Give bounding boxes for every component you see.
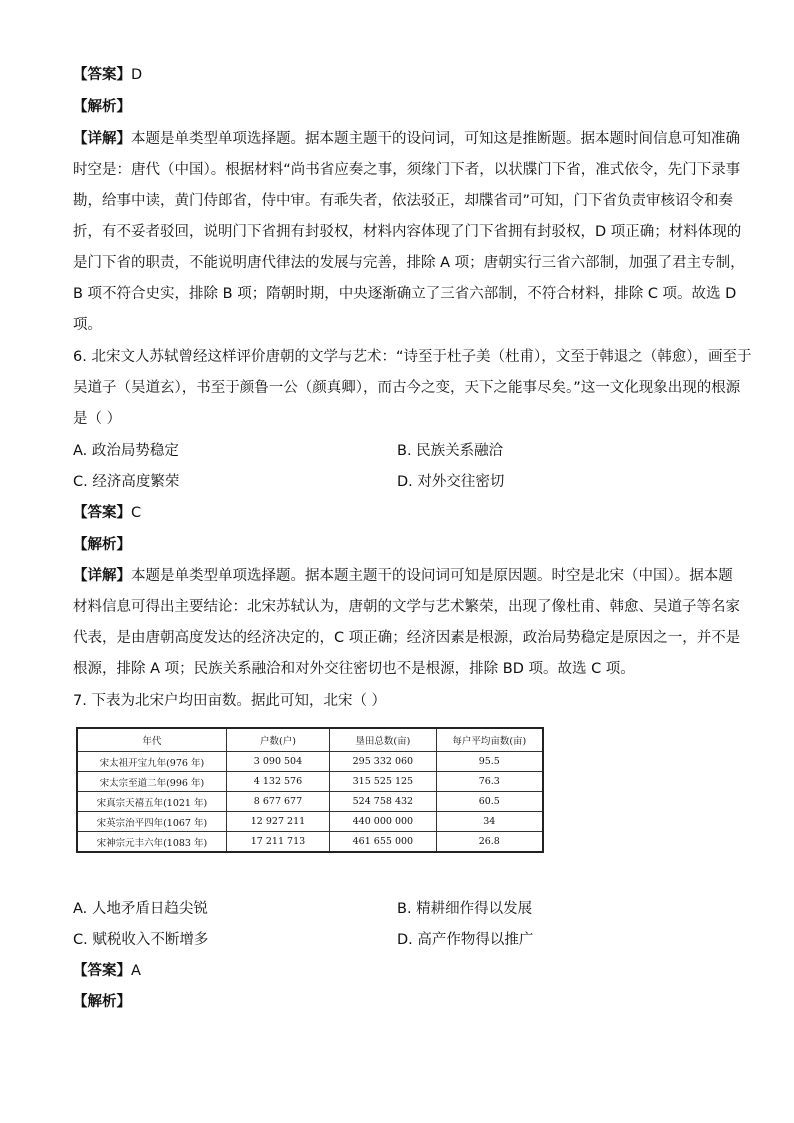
analysis-heading-q7: 【解析】 <box>73 994 131 1010</box>
q7-option-d: D. 高产作物得以推广 <box>397 932 534 948</box>
answer-value: D <box>131 67 143 83</box>
table-header: 每户平均亩数(亩) <box>436 728 543 752</box>
answer-q7 <box>73 961 141 981</box>
q6-stem-line-2: 是（ ） <box>73 411 122 427</box>
detail-q5-line-2: 勘，给事中读，黄门侍郎省，侍中审。有乖失者，依法驳正，却牒省司”可知，门下省负责审核诏令和奏 <box>73 193 734 209</box>
table-header: 年代 <box>77 728 226 752</box>
table-row <box>77 812 543 832</box>
table-cell: 17 211 713 <box>226 832 329 853</box>
q7-stem: 7. 下表为北宋户均田亩数。据此可知，北宋（ ） <box>73 693 387 709</box>
analysis-label: 解析 <box>87 537 117 553</box>
q7-option-b: B. 精耕细作得以发展 <box>397 901 533 917</box>
q6-option-c: C. 经济高度繁荣 <box>73 474 180 490</box>
table-cell: 295 332 060 <box>330 752 436 772</box>
table-header: 户数(户) <box>226 728 329 752</box>
table-row <box>77 772 543 792</box>
analysis-label: 解析 <box>87 994 117 1010</box>
table-cell: 宋太宗至道二年(996 年) <box>77 772 226 792</box>
detail-q6-line-0 <box>73 566 733 586</box>
table-cell: 461 655 000 <box>330 832 436 853</box>
detail-text: 本题是单类型单项选择题。据本题主题干的设问词可知是原因题。时空是北宋（中国）。据本题 <box>131 568 733 584</box>
table-cell: 76.3 <box>436 772 543 792</box>
table-cell: 8 677 677 <box>226 792 329 812</box>
detail-q5-line-4: 是门下省的职责，不能说明唐代律法的发展与完善，排除 A 项；唐朝实行三省六部制，加强了君主专制， <box>73 255 745 271</box>
table-cell: 宋英宗治平四年(1067 年) <box>77 812 226 832</box>
analysis-label: 解析 <box>87 99 117 115</box>
detail-q5-line-5: B 项不符合史实，排除 B 项；隋朝时期，中央逐渐确立了三省六部制，不符合材料，排除 C 项。故选 D <box>73 286 737 302</box>
table-cell: 12 927 211 <box>226 812 329 832</box>
detail-text: 本题是单类型单项选择题。据本题主题干的设问词，可知这是推断题。据本题时间信息可知准确 <box>131 131 740 147</box>
table-cell: 95.5 <box>436 752 543 772</box>
answer-label: 【答案】 <box>73 67 131 83</box>
table-cell: 524 758 432 <box>330 792 436 812</box>
table-cell: 宋太祖开宝九年(976 年) <box>77 752 226 772</box>
detail-q5-line-1: 时空是：唐代（中国）。根据材料“尚书省应奏之事，须缘门下者，以状牒门下省，准式依令，先门下录事 <box>73 162 741 178</box>
q6-stem-line-0: 6. 北宋文人苏轼曾经这样评价唐朝的文学与艺术：“诗至于杜子美（杜甫），文至于韩退之（韩愈），画至于 <box>73 349 752 365</box>
q7-data-table <box>76 727 544 853</box>
detail-q6-line-2: 代表，是由唐朝高度发达的经济决定的，C 项正确；经济因素是根源，政治局势稳定是原因之一，并不是 <box>73 630 741 646</box>
table-header: 垦田总数(亩) <box>330 728 436 752</box>
table-cell: 315 525 125 <box>330 772 436 792</box>
answer-q6 <box>73 503 141 523</box>
table-row <box>77 792 543 812</box>
table-row <box>77 752 543 772</box>
table-cell: 60.5 <box>436 792 543 812</box>
analysis-heading-q5: 【解析】 <box>73 99 131 115</box>
answer-label: 【答案】 <box>73 505 131 521</box>
q6-option-a: A. 政治局势稳定 <box>73 443 179 459</box>
detail-q6-line-3: 根源，排除 A 项；民族关系融洽和对外交往密切也不是根源，排除 BD 项。故选 C 项。 <box>73 661 635 677</box>
q7-option-a: A. 人地矛盾日趋尖锐 <box>73 901 208 917</box>
q6-stem-line-1: 吴道子（吴道玄），书至于颜鲁一公（颜真卿），而古今之变，天下之能事尽矣。”这一文化现象出现的根源 <box>73 380 741 396</box>
detail-q5-line-0 <box>73 129 740 149</box>
table-cell: 4 132 576 <box>226 772 329 792</box>
q6-option-d: D. 对外交往密切 <box>397 474 505 490</box>
answer-value: A <box>131 963 141 979</box>
detail-q5-line-6: 项。 <box>73 317 102 333</box>
table-cell: 宋真宗天禧五年(1021 年) <box>77 792 226 812</box>
table-cell: 3 090 504 <box>226 752 329 772</box>
q7-option-c: C. 赋税收入不断增多 <box>73 932 209 948</box>
answer-q5 <box>73 65 142 85</box>
detail-label: 【详解】 <box>73 568 131 584</box>
detail-label: 【详解】 <box>73 131 131 147</box>
table-cell: 440 000 000 <box>330 812 436 832</box>
answer-value: C <box>131 505 142 521</box>
table-row <box>77 832 543 853</box>
table-cell: 26.8 <box>436 832 543 853</box>
table-header-row <box>77 728 543 752</box>
q6-option-b: B. 民族关系融洽 <box>397 443 504 459</box>
table-cell: 34 <box>436 812 543 832</box>
detail-q6-line-1: 材料信息可得出主要结论：北宋苏轼认为，唐朝的文学与艺术繁荣，出现了像杜甫、韩愈、吴道子等名家 <box>73 599 740 615</box>
table-cell: 宋神宗元丰六年(1083 年) <box>77 832 226 853</box>
answer-label: 【答案】 <box>73 963 131 979</box>
analysis-heading-q6: 【解析】 <box>73 537 131 553</box>
detail-q5-line-3: 折，有不妥者驳回，说明门下省拥有封驳权，材料内容体现了门下省拥有封驳权，D 项正确；材料体现的 <box>73 224 742 240</box>
